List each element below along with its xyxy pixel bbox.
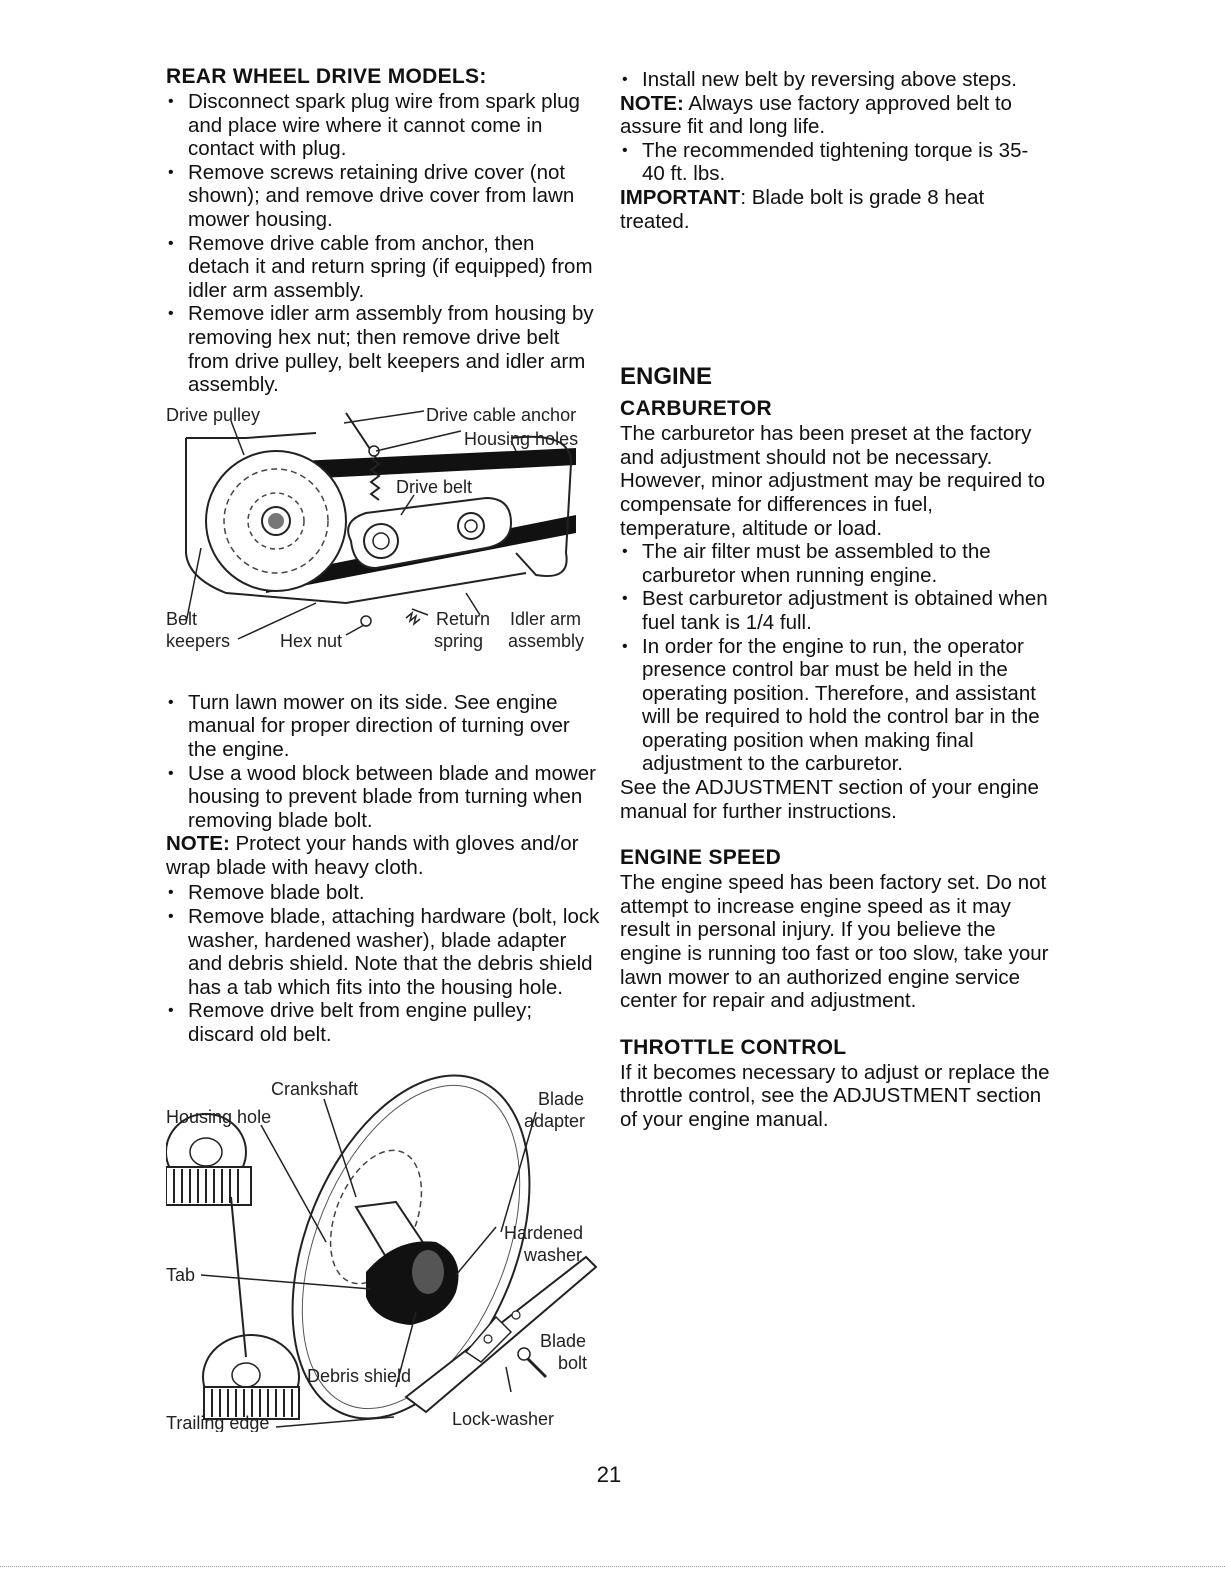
carburetor-see-also: See the ADJUSTMENT section of your engine manual for further instructions. <box>620 776 1039 823</box>
list-item: • Disconnect spark plug wire from spark plug and place wire where it cannot come in contact with plug. <box>166 90 600 161</box>
belt-note <box>620 92 1050 139</box>
label-belt: Belt <box>166 608 198 629</box>
carburetor-paragraph: The carburetor has been preset at the factory and adjustment should not be necessary. However, minor adjustment may be required to compensate for differences in fuel, temperature, altitude or load. <box>620 422 1046 540</box>
removal-steps-list <box>166 90 600 397</box>
list-item: • In order for the engine to run, the operator presence control bar must be held in the operating position. Therefore, and assistant will be required to hold the control bar in the operating position when making final adjustment to the carburetor. <box>620 635 1050 777</box>
list-item: • The air filter must be assembled to the carburetor when running engine. <box>620 540 1050 587</box>
torque-list <box>620 139 1050 186</box>
rear-wheel-drive-heading: REAR WHEEL DRIVE MODELS: <box>166 65 487 88</box>
throttle-control-paragraph: If it becomes necessary to adjust or replace the throttle control, see the ADJUSTMENT section of your engine manual. <box>620 1060 1050 1131</box>
list-item: • Install new belt by reversing above steps. <box>620 68 1050 92</box>
throttle-control-heading: THROTTLE CONTROL <box>620 1035 847 1059</box>
list-item: • Remove idler arm assembly from housing by removing hex nut; then remove drive belt from drive pulley, belt keepers and idler arm assembly. <box>166 302 600 396</box>
label-bolt: bolt <box>558 1352 588 1373</box>
label-housing-holes: Housing holes <box>464 428 579 449</box>
left-column <box>166 64 600 1432</box>
list-item: • Remove blade bolt. <box>166 881 600 905</box>
engine-speed-paragraph: The engine speed has been factory set. Do not attempt to increase engine speed as it may result in personal injury. If you believe the engine is running too fast or too slow, take your lawn mower to an authorized engine service center for repair and adjustment. <box>620 871 1049 1013</box>
note-label: NOTE: <box>166 832 230 856</box>
idler-arm-shape <box>348 498 511 568</box>
important-text: : Blade bolt is grade 8 heat treated. <box>620 185 985 233</box>
list-item: • Turn lawn mower on its side. See engine manual for proper direction of turning over the engine. <box>166 691 600 762</box>
rear-wheel-shape <box>203 1335 299 1419</box>
engine-heading: ENGINE <box>620 363 713 391</box>
label-crankshaft: Crankshaft <box>271 1078 359 1099</box>
label-hex-nut: Hex nut <box>280 630 343 651</box>
note-label: NOTE: <box>620 91 684 115</box>
install-list <box>620 68 1050 92</box>
label-hardened: Hardened <box>504 1222 584 1243</box>
list-item: • Remove drive cable from anchor, then detach it and return spring (if equipped) from idler arm assembly. <box>166 232 600 303</box>
list-item: • The recommended tightening torque is 35-40 ft. lbs. <box>620 139 1050 186</box>
label-keepers: keepers <box>166 630 231 651</box>
engine-speed-heading: ENGINE SPEED <box>620 846 782 870</box>
note-text: Protect your hands with gloves and/or wrap blade with heavy cloth. <box>166 832 579 879</box>
label-lock-washer: Lock-washer <box>452 1408 555 1429</box>
label-adapter: adapter <box>524 1110 586 1131</box>
list-item: • Remove drive belt from engine pulley; discard old belt. <box>166 999 600 1046</box>
blade-removal-list <box>166 881 600 1046</box>
important-note <box>620 186 1050 233</box>
label-assembly: assembly <box>508 630 585 651</box>
list-item: • Best carburetor adjustment is obtained when fuel tank is 1/4 full. <box>620 587 1050 634</box>
label-blade-bottom: Blade <box>540 1330 587 1351</box>
blade-assembly-diagram <box>166 1057 600 1432</box>
important-label: IMPORTANT <box>620 185 741 209</box>
label-blade-top: Blade <box>538 1088 585 1109</box>
drive-pulley-shape <box>206 451 346 591</box>
label-washer: washer <box>524 1244 583 1265</box>
label-trailing-edge: Trailing edge <box>166 1412 270 1432</box>
gloves-note <box>166 832 600 879</box>
label-debris-shield: Debris shield <box>307 1365 412 1386</box>
label-spring: spring <box>434 630 484 651</box>
list-item: • Use a wood block between blade and mower housing to prevent blade from turning when removing blade bolt. <box>166 762 600 833</box>
bottom-rule <box>0 1566 1225 1567</box>
label-tab: Tab <box>166 1264 196 1285</box>
label-return: Return <box>436 608 491 629</box>
page-number: 21 <box>596 1462 622 1487</box>
label-housing-hole: Housing hole <box>166 1106 272 1127</box>
blade-steps-list <box>166 691 600 833</box>
drive-belt-diagram <box>166 403 600 673</box>
label-drive-cable-anchor: Drive cable anchor <box>426 404 577 425</box>
list-item: • Remove screws retaining drive cover (not shown); and remove drive cover from lawn mower housing. <box>166 161 600 232</box>
label-drive-belt: Drive belt <box>396 476 473 497</box>
carburetor-list <box>620 540 1050 776</box>
list-item: • Remove blade, attaching hardware (bolt, lock washer, hardened washer), blade adapter and debris shield. Note that the debris shield has a tab which fits into the housing hole. <box>166 905 600 999</box>
note-text: Always use factory approved belt to assure fit and long life. <box>620 91 1012 139</box>
carburetor-heading: CARBURETOR <box>620 397 772 421</box>
right-column <box>620 64 1050 1132</box>
front-wheel-shape <box>166 1114 251 1205</box>
label-drive-pulley: Drive pulley <box>166 404 261 425</box>
label-idler-arm: Idler arm <box>510 608 582 629</box>
